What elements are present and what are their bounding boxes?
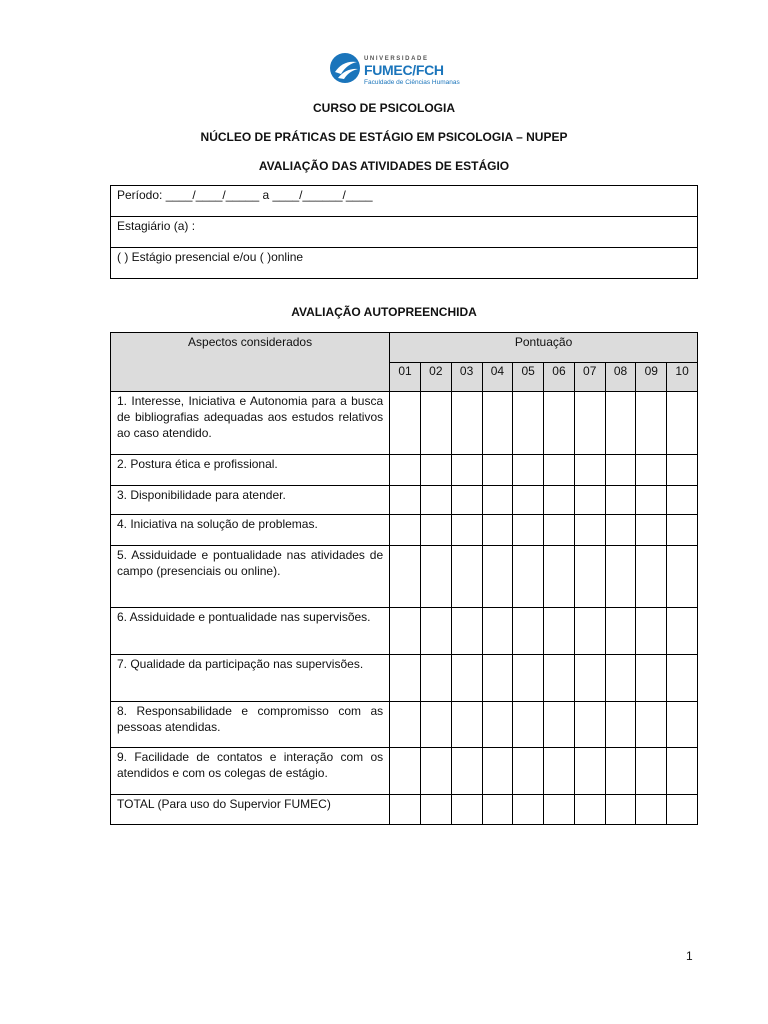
score-cell[interactable] bbox=[390, 546, 421, 608]
score-cell[interactable] bbox=[513, 702, 544, 748]
score-cell[interactable] bbox=[667, 748, 698, 795]
score-cell[interactable] bbox=[390, 748, 421, 795]
score-cell[interactable] bbox=[420, 655, 451, 702]
score-cell[interactable] bbox=[636, 655, 667, 702]
score-cell[interactable] bbox=[574, 748, 605, 795]
score-number: 04 bbox=[482, 363, 513, 392]
score-cell[interactable] bbox=[482, 515, 513, 546]
table-row bbox=[111, 455, 698, 486]
score-cell[interactable] bbox=[605, 546, 636, 608]
score-cell[interactable] bbox=[574, 655, 605, 702]
score-cell[interactable] bbox=[667, 486, 698, 515]
score-cell[interactable] bbox=[636, 392, 667, 455]
score-cell[interactable] bbox=[667, 608, 698, 655]
score-cell[interactable] bbox=[482, 392, 513, 455]
score-cell[interactable] bbox=[544, 486, 575, 515]
score-cell[interactable] bbox=[482, 546, 513, 608]
score-cell[interactable] bbox=[420, 546, 451, 608]
score-cell[interactable] bbox=[667, 392, 698, 455]
score-cell[interactable] bbox=[513, 546, 544, 608]
aspect-label: 7. Qualidade da participação nas supervisões. bbox=[111, 655, 390, 702]
score-cell[interactable] bbox=[451, 546, 482, 608]
period-field[interactable]: Período: ____/____/_____ a ____/______/____ bbox=[111, 186, 698, 217]
score-cell[interactable] bbox=[605, 655, 636, 702]
score-cell[interactable] bbox=[513, 608, 544, 655]
score-cell[interactable] bbox=[420, 608, 451, 655]
score-cell[interactable] bbox=[451, 392, 482, 455]
score-cell[interactable] bbox=[451, 455, 482, 486]
score-cell[interactable] bbox=[605, 392, 636, 455]
score-cell[interactable] bbox=[605, 702, 636, 748]
aspect-label: 9. Facilidade de contatos e interação com os atendidos e com os colegas de estágio. bbox=[111, 748, 390, 795]
score-cell[interactable] bbox=[544, 608, 575, 655]
score-cell[interactable] bbox=[390, 608, 421, 655]
score-number: 02 bbox=[420, 363, 451, 392]
score-cell[interactable] bbox=[482, 455, 513, 486]
score-cell[interactable] bbox=[451, 608, 482, 655]
score-cell[interactable] bbox=[574, 546, 605, 608]
score-cell[interactable] bbox=[574, 486, 605, 515]
score-cell[interactable] bbox=[390, 655, 421, 702]
score-cell[interactable] bbox=[390, 486, 421, 515]
aspect-label: 6. Assiduidade e pontualidade nas supervisões. bbox=[111, 608, 390, 655]
score-cell[interactable] bbox=[667, 546, 698, 608]
course-heading: CURSO DE PSICOLOGIA bbox=[312, 101, 455, 115]
score-cell[interactable] bbox=[390, 455, 421, 486]
table-row bbox=[111, 515, 698, 546]
score-cell[interactable] bbox=[667, 655, 698, 702]
score-cell[interactable] bbox=[390, 392, 421, 455]
score-cell[interactable] bbox=[574, 608, 605, 655]
score-number: 07 bbox=[574, 363, 605, 392]
score-cell[interactable] bbox=[636, 748, 667, 795]
score-cell[interactable] bbox=[667, 515, 698, 546]
score-cell[interactable] bbox=[636, 608, 667, 655]
table-row bbox=[111, 608, 698, 655]
score-cell[interactable] bbox=[482, 486, 513, 515]
score-number: 01 bbox=[390, 363, 421, 392]
table-row bbox=[111, 748, 698, 795]
score-cell[interactable] bbox=[420, 795, 451, 825]
score-cell[interactable] bbox=[390, 702, 421, 748]
table-row bbox=[111, 655, 698, 702]
score-cell[interactable] bbox=[420, 515, 451, 546]
score-cell[interactable] bbox=[574, 515, 605, 546]
score-cell[interactable] bbox=[513, 455, 544, 486]
score-cell[interactable] bbox=[544, 748, 575, 795]
score-cell[interactable] bbox=[605, 795, 636, 825]
score-cell[interactable] bbox=[667, 795, 698, 825]
score-number: 09 bbox=[636, 363, 667, 392]
score-cell[interactable] bbox=[574, 702, 605, 748]
score-cell[interactable] bbox=[420, 702, 451, 748]
score-cell[interactable] bbox=[390, 515, 421, 546]
score-cell[interactable] bbox=[544, 392, 575, 455]
aspect-label: 5. Assiduidade e pontualidade nas atividades de campo (presenciais ou online). bbox=[111, 546, 390, 608]
score-cell[interactable] bbox=[482, 748, 513, 795]
logo-faculty-text: Faculdade de Ciências Humanas bbox=[364, 79, 460, 86]
score-cell[interactable] bbox=[636, 515, 667, 546]
logo-name-text: FUMEC/FCH bbox=[364, 62, 444, 78]
score-cell[interactable] bbox=[574, 392, 605, 455]
score-number: 08 bbox=[605, 363, 636, 392]
score-cell[interactable] bbox=[420, 486, 451, 515]
evaluation-heading: AVALIAÇÃO DAS ATIVIDADES DE ESTÁGIO bbox=[258, 159, 510, 173]
score-header: Pontuação bbox=[390, 333, 698, 363]
score-cell[interactable] bbox=[544, 546, 575, 608]
score-cell[interactable] bbox=[482, 795, 513, 825]
score-cell[interactable] bbox=[451, 748, 482, 795]
aspects-header: Aspectos considerados bbox=[111, 333, 390, 392]
nucleus-heading: NÚCLEO DE PRÁTICAS DE ESTÁGIO EM PSICOLOGIA – NUPEP bbox=[200, 130, 568, 144]
score-cell[interactable] bbox=[636, 486, 667, 515]
score-number: 06 bbox=[544, 363, 575, 392]
score-cell[interactable] bbox=[513, 392, 544, 455]
intern-field[interactable]: Estagiário (a) : bbox=[111, 217, 698, 248]
score-cell[interactable] bbox=[451, 486, 482, 515]
score-cell[interactable] bbox=[636, 455, 667, 486]
table-row bbox=[111, 702, 698, 748]
aspect-label: 1. Interesse, Iniciativa e Autonomia para a busca de bibliografias adequadas aos estudos relativos ao caso atendido. bbox=[111, 392, 390, 455]
score-cell[interactable] bbox=[482, 608, 513, 655]
score-cell[interactable] bbox=[451, 795, 482, 825]
score-cell[interactable] bbox=[544, 515, 575, 546]
table-row bbox=[111, 392, 698, 455]
score-cell[interactable] bbox=[513, 655, 544, 702]
aspect-label: 8. Responsabilidade e compromisso com as pessoas atendidas. bbox=[111, 702, 390, 748]
score-cell[interactable] bbox=[451, 515, 482, 546]
score-cell[interactable] bbox=[420, 748, 451, 795]
evaluation-table bbox=[110, 332, 698, 825]
score-cell[interactable] bbox=[544, 455, 575, 486]
score-cell[interactable] bbox=[544, 655, 575, 702]
score-cell[interactable] bbox=[574, 455, 605, 486]
score-cell[interactable] bbox=[544, 702, 575, 748]
score-cell[interactable] bbox=[574, 795, 605, 825]
score-number: 03 bbox=[451, 363, 482, 392]
score-cell[interactable] bbox=[667, 455, 698, 486]
score-cell[interactable] bbox=[451, 655, 482, 702]
score-cell[interactable] bbox=[482, 702, 513, 748]
aspect-label: 2. Postura ética e profissional. bbox=[111, 455, 390, 486]
fumec-logo-icon bbox=[329, 52, 361, 84]
logo-university-text: UNIVERSIDADE bbox=[364, 56, 429, 62]
score-cell[interactable] bbox=[636, 702, 667, 748]
score-cell[interactable] bbox=[667, 702, 698, 748]
score-number: 10 bbox=[667, 363, 698, 392]
table-row bbox=[111, 486, 698, 515]
score-cell[interactable] bbox=[605, 748, 636, 795]
score-cell[interactable] bbox=[513, 486, 544, 515]
aspect-label: TOTAL (Para uso do Supervior FUMEC) bbox=[111, 795, 390, 825]
aspect-label: 3. Disponibilidade para atender. bbox=[111, 486, 390, 515]
score-cell[interactable] bbox=[605, 486, 636, 515]
score-cell[interactable] bbox=[390, 795, 421, 825]
score-cell[interactable] bbox=[544, 795, 575, 825]
score-cell[interactable] bbox=[605, 515, 636, 546]
score-cell[interactable] bbox=[420, 455, 451, 486]
mode-field[interactable]: ( ) Estágio presencial e/ou ( )online bbox=[111, 248, 698, 279]
score-cell[interactable] bbox=[420, 392, 451, 455]
score-cell[interactable] bbox=[513, 515, 544, 546]
score-cell[interactable] bbox=[513, 795, 544, 825]
score-cell[interactable] bbox=[451, 702, 482, 748]
page-number: 1 bbox=[686, 949, 693, 963]
score-cell[interactable] bbox=[605, 455, 636, 486]
score-cell[interactable] bbox=[513, 748, 544, 795]
table-row bbox=[111, 795, 698, 825]
score-cell[interactable] bbox=[636, 546, 667, 608]
aspect-label: 4. Iniciativa na solução de problemas. bbox=[111, 515, 390, 546]
table-row bbox=[111, 546, 698, 608]
score-cell[interactable] bbox=[605, 608, 636, 655]
intern-info-table bbox=[110, 185, 698, 279]
score-cell[interactable] bbox=[482, 655, 513, 702]
fumec-logo bbox=[329, 52, 479, 88]
score-number: 05 bbox=[513, 363, 544, 392]
score-cell[interactable] bbox=[636, 795, 667, 825]
self-evaluation-heading: AVALIAÇÃO AUTOPREENCHIDA bbox=[291, 305, 477, 319]
